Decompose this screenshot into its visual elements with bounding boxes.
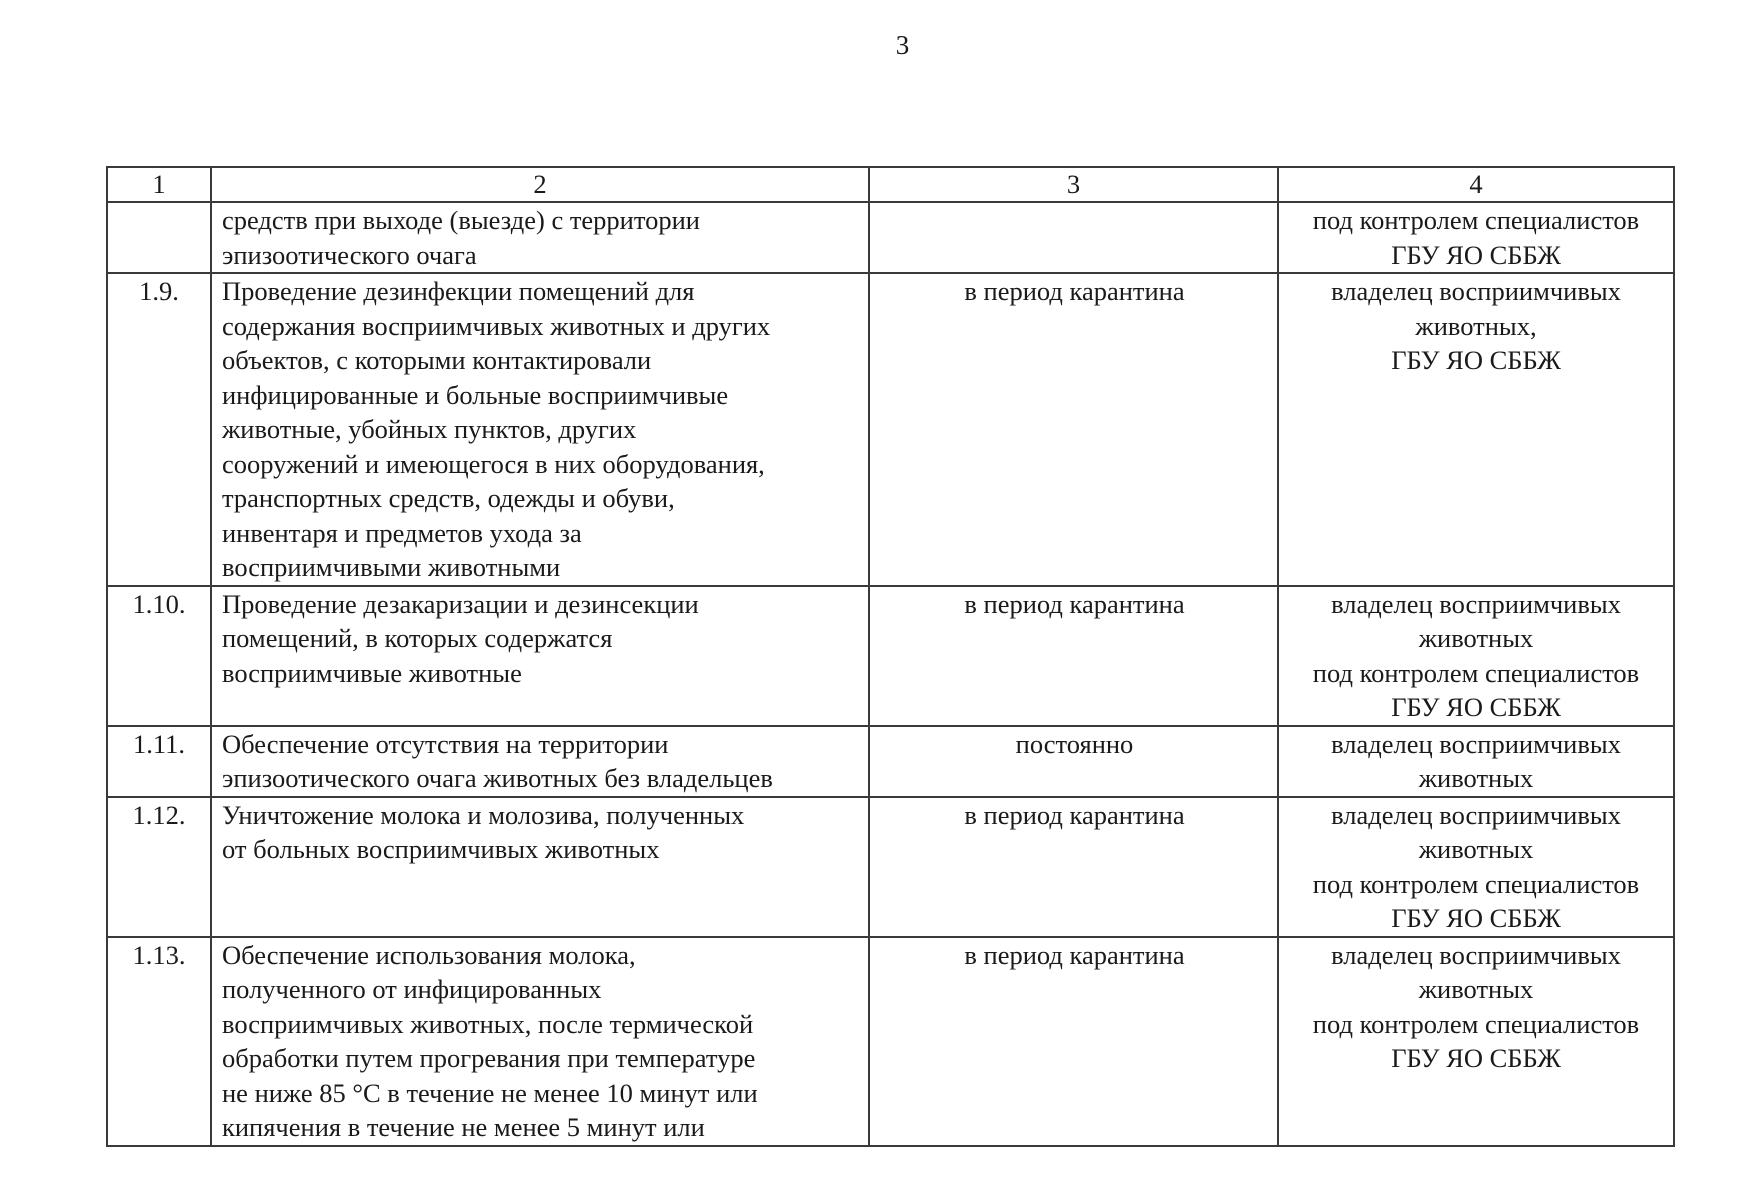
responsible-line: под контролем специалистов — [1312, 1008, 1640, 1039]
measure-line: полученного от инфицированных — [222, 974, 602, 1004]
measure-line: обработки путем прогревания при температуре — [222, 1043, 756, 1073]
row-number: 1.12. — [107, 797, 211, 937]
measure-line: сооружений и имеющегося в них оборудования, — [222, 448, 765, 479]
row-number: 1.10. — [107, 586, 211, 726]
measure-line: Проведение дезинфекции помещений для — [222, 276, 695, 306]
measure-line: животные, убойных пунктов, других — [222, 414, 637, 444]
measure-line: от больных восприимчивых животных — [222, 834, 660, 864]
measure-line: Обеспечение отсутствия на территории — [222, 728, 669, 759]
measure-line: инвентаря и предметов ухода за — [222, 517, 582, 548]
measure-line: Обеспечение использования молока, — [222, 939, 636, 970]
table-row — [107, 797, 1674, 937]
responsible-line: владелец восприимчивых — [1331, 728, 1621, 759]
row-number: 1.11. — [107, 726, 211, 797]
responsible-line: животных — [1418, 763, 1534, 793]
measures-table — [106, 166, 1675, 1147]
responsible-line: ГБУ ЯО СББЖ — [1391, 239, 1561, 270]
period-cell: в период карантина — [869, 273, 1278, 586]
period-cell: в период карантина — [869, 586, 1278, 726]
measure-line: объектов, с которыми контактировали — [222, 345, 652, 375]
measure-line: эпизоотического очага животных без владельцев — [222, 763, 773, 793]
measure-cell — [211, 202, 869, 273]
period-cell: в период карантина — [869, 937, 1278, 1146]
responsible-line: под контролем специалистов — [1312, 657, 1640, 688]
responsible-line: под контролем специалистов — [1312, 868, 1640, 899]
responsible-cell — [1278, 797, 1674, 937]
table-row — [107, 726, 1674, 797]
table-row — [107, 586, 1674, 726]
responsible-cell — [1278, 586, 1674, 726]
responsible-line: владелец восприимчивых — [1331, 276, 1621, 306]
responsible-line: владелец восприимчивых — [1331, 799, 1621, 830]
responsible-cell — [1278, 273, 1674, 586]
responsible-line: животных — [1418, 834, 1534, 864]
measure-line: инфицированные и больные восприимчивые — [222, 379, 729, 410]
row-number: 1.9. — [107, 273, 211, 586]
row-number: 1.13. — [107, 937, 211, 1146]
row-number — [107, 202, 211, 273]
responsible-line: животных — [1418, 623, 1534, 653]
measure-line: транспортных средств, одежды и обуви, — [222, 483, 675, 513]
responsible-line: животных, — [1415, 310, 1537, 341]
responsible-line: под контролем специалистов — [1312, 205, 1640, 235]
measure-cell — [211, 273, 869, 586]
responsible-line: ГБУ ЯО СББЖ — [1391, 903, 1561, 933]
period-cell — [869, 202, 1278, 273]
responsible-line: владелец восприимчивых — [1331, 588, 1621, 619]
measure-cell — [211, 937, 869, 1146]
measure-line: кипячения в течение не менее 5 минут или — [222, 1112, 705, 1142]
table-header-row — [107, 167, 1674, 202]
measure-cell — [211, 586, 869, 726]
responsible-line: ГБУ ЯО СББЖ — [1391, 345, 1561, 375]
measure-line: помещений, в которых содержатся — [222, 623, 613, 653]
period-cell: постоянно — [869, 726, 1278, 797]
column-header: 2 — [211, 167, 869, 202]
table-row — [107, 202, 1674, 273]
measure-line: средств при выходе (выезде) с территории — [222, 205, 700, 235]
measure-line: содержания восприимчивых животных и других — [222, 310, 771, 341]
responsible-cell — [1278, 937, 1674, 1146]
measure-line: эпизоотического очага — [222, 239, 477, 270]
measure-line: Уничтожение молока и молозива, полученных — [222, 799, 745, 830]
page-number: 3 — [895, 30, 910, 60]
responsible-cell — [1278, 202, 1674, 273]
responsible-line: ГБУ ЯО СББЖ — [1391, 1043, 1561, 1073]
responsible-cell — [1278, 726, 1674, 797]
measure-line: восприимчивых животных, после термической — [222, 1008, 754, 1039]
responsible-line: ГБУ ЯО СББЖ — [1391, 692, 1561, 722]
measure-line: восприимчивыми животными — [222, 552, 561, 582]
responsible-line: животных — [1418, 974, 1534, 1004]
measure-line: восприимчивые животные — [222, 657, 522, 688]
period-cell: в период карантина — [869, 797, 1278, 937]
table-row — [107, 937, 1674, 1146]
responsible-line: владелец восприимчивых — [1331, 939, 1621, 970]
column-header: 1 — [107, 167, 211, 202]
measure-line: не ниже 85 °С в течение не менее 10 минут или — [222, 1077, 758, 1108]
measure-line: Проведение дезакаризации и дезинсекции — [222, 588, 699, 619]
column-header: 3 — [869, 167, 1278, 202]
measure-cell — [211, 797, 869, 937]
measure-cell — [211, 726, 869, 797]
table-row — [107, 273, 1674, 586]
column-header: 4 — [1278, 167, 1674, 202]
